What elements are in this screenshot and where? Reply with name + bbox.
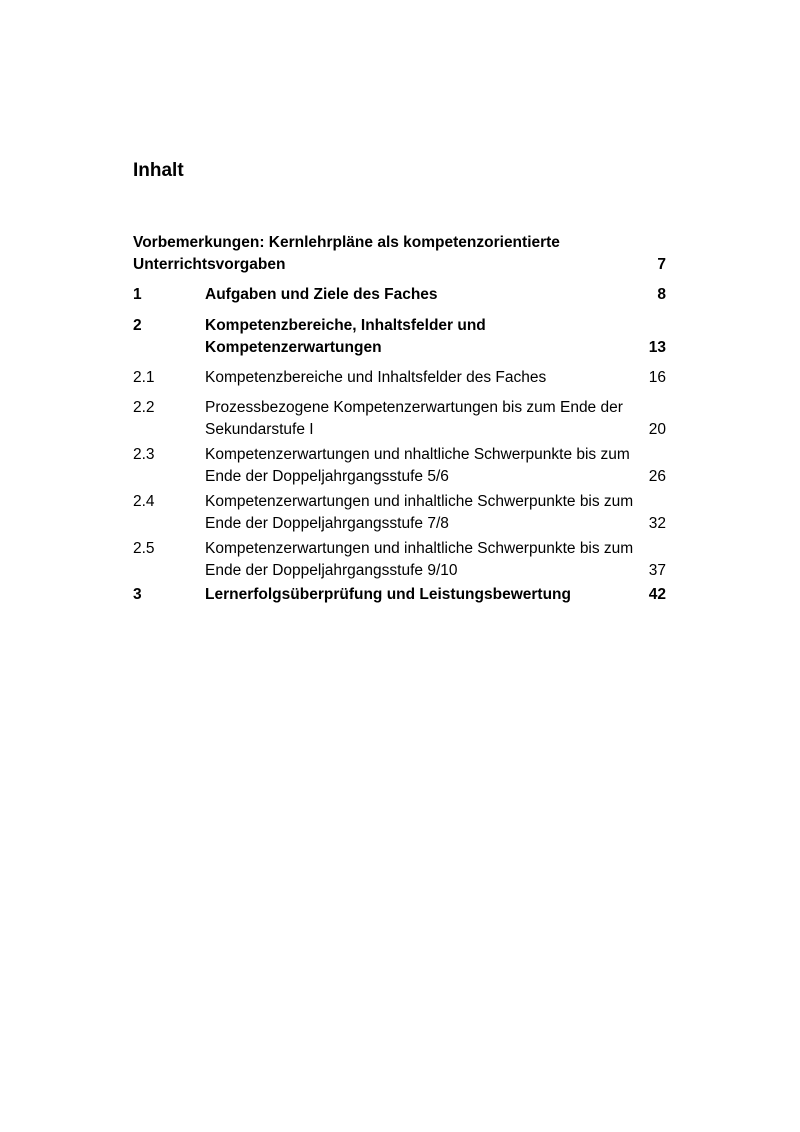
toc-entry-2-3[interactable] (133, 444, 666, 487)
toc-entry-page: 7 (657, 255, 666, 273)
toc-entry-3[interactable] (133, 584, 666, 606)
toc-entry-page: 13 (648, 338, 666, 356)
toc-entry-number: 2 (133, 317, 142, 334)
toc-entry-text: Kompetenzbereiche und Inhaltsfelder des Faches (205, 369, 547, 386)
toc-entry-text: Kompetenzerwartungen und nhaltliche Schwerpunkte bis zum Ende der Doppeljahrgangsstufe 5/6 (205, 446, 630, 485)
toc-entry-page: 20 (648, 420, 666, 438)
toc-entry-2-5[interactable] (133, 538, 666, 581)
toc-entry-vorbemerkungen[interactable] (133, 232, 666, 275)
toc-entry-text: Lernerfolgsüberprüfung und Leistungsbewertung (205, 586, 571, 603)
toc-entry-2[interactable] (133, 315, 666, 358)
toc-entry-page: 32 (648, 514, 666, 532)
toc-entry-text: Prozessbezogene Kompetenzerwartungen bis zum Ende der Sekundarstufe I (205, 399, 623, 438)
toc-entry-number: 2.2 (133, 399, 155, 416)
toc-entry-page: 26 (648, 467, 666, 485)
toc-entry-2-1[interactable] (133, 367, 666, 389)
toc-entry-number: 2.3 (133, 446, 155, 463)
toc-entry-page: 16 (648, 369, 666, 386)
toc-entry-page: 42 (648, 586, 666, 603)
toc-entry-page: 37 (648, 561, 666, 579)
toc-entry-text: Kompetenzerwartungen und inhaltliche Schwerpunkte bis zum Ende der Doppeljahrgangsstufe 7/8 (205, 493, 634, 532)
toc-entry-number: 2.1 (133, 369, 155, 386)
toc-entry-text: Kompetenzerwartungen und inhaltliche Schwerpunkte bis zum Ende der Doppeljahrgangsstufe 9/10 (205, 540, 634, 579)
toc-entry-2-2[interactable] (133, 397, 666, 440)
toc-entry-number: 2.5 (133, 540, 155, 557)
page-title: Inhalt (133, 160, 184, 181)
toc-entry-number: 3 (133, 586, 142, 603)
toc-entry-text: Aufgaben und Ziele des Faches (205, 286, 438, 303)
toc-entry-text: Vorbemerkungen: Kernlehrpläne als kompetenzorientierte Unterrichtsvorgaben (133, 234, 560, 273)
toc-entry-1[interactable] (133, 284, 666, 306)
toc-entry-text: Kompetenzbereiche, Inhaltsfelder und Kompetenzerwartungen (205, 317, 486, 356)
toc-entry-number: 1 (133, 286, 142, 303)
toc-entry-page: 8 (657, 286, 666, 303)
toc-entry-2-4[interactable] (133, 491, 666, 534)
toc-entry-number: 2.4 (133, 493, 155, 510)
